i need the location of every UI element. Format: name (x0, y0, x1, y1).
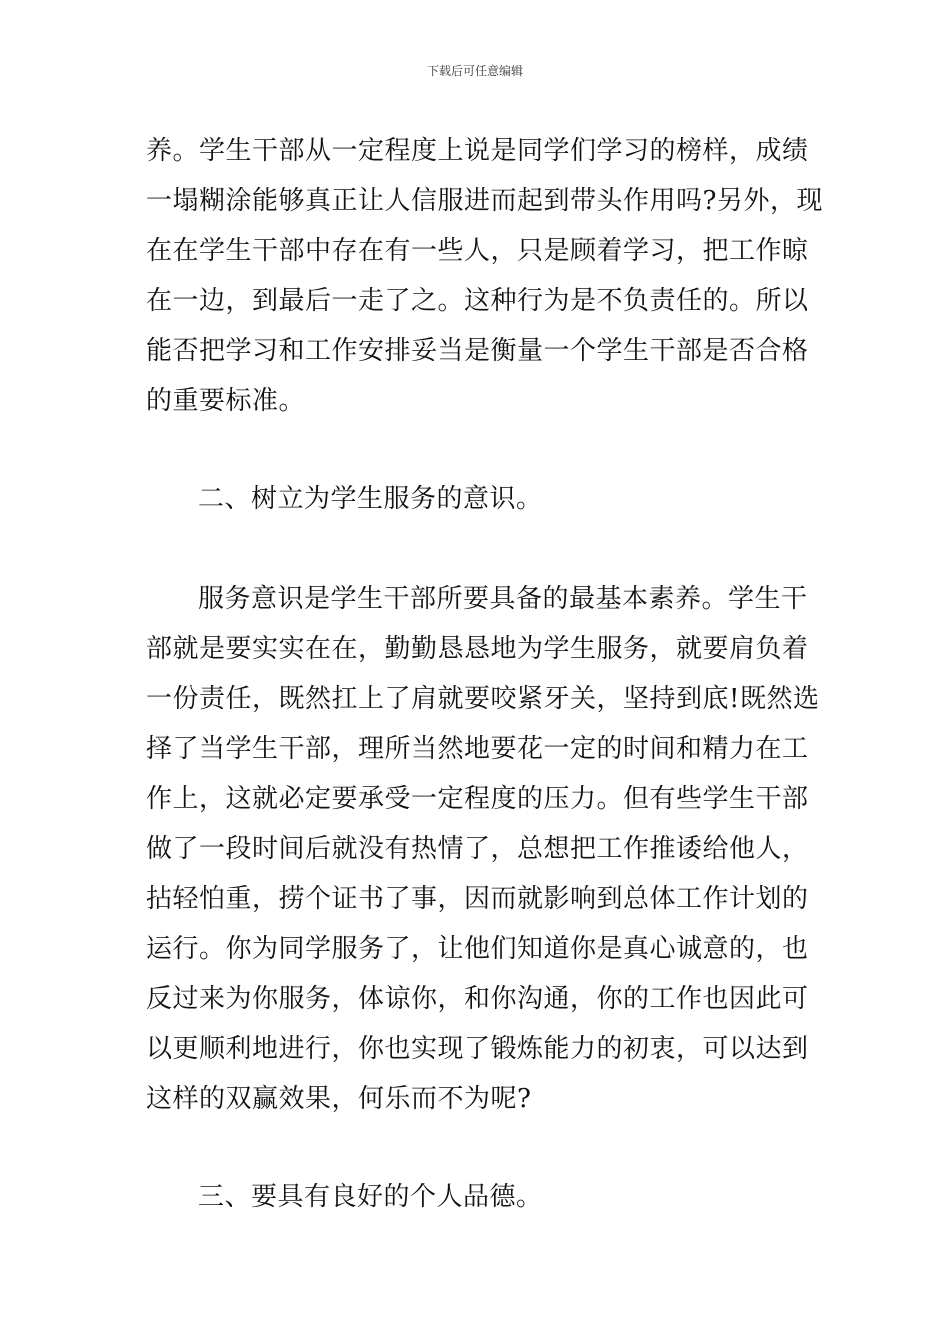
paragraph-2-line: 择了当学生干部，理所当然地要花一定的时间和精力在工 (146, 734, 809, 764)
paragraph-2-line: 运行。你为同学服务了，让他们知道你是真心诚意的，也 (146, 934, 809, 964)
paragraph-2-line: 拈轻怕重，捞个证书了事，因而就影响到总体工作计划的 (146, 884, 809, 914)
paragraph-2-line: 一份责任，既然扛上了肩就要咬紧牙关，坚持到底!既然选 (146, 684, 820, 714)
paragraph-2-line: 做了一段时间后就没有热情了，总想把工作推诿给他人， (146, 834, 809, 864)
paragraph-1-line: 养。学生干部从一定程度上说是同学们学习的榜样，成绩 (146, 136, 809, 166)
section-heading-text: 三、要具有良好的个人品德。 (198, 1182, 543, 1212)
paragraph-1-line: 在在学生干部中存在有一些人，只是顾着学习，把工作晾 (146, 236, 809, 266)
paragraph-1-line: 的重要标准。 (146, 386, 306, 416)
paragraph-2-line: 这样的双赢效果，何乐而不为呢? (146, 1084, 532, 1114)
paragraph-2-line: 作上，这就必定要承受一定程度的压力。但有些学生干部 (146, 784, 809, 814)
paragraph-2-line: 反过来为你服务，体谅你，和你沟通，你的工作也因此可 (146, 984, 809, 1014)
paragraph-2 (146, 574, 820, 1124)
page-header: 下载后可任意编辑 (426, 64, 523, 78)
paragraph-2-line: 服务意识是学生干部所要具备的最基本素养。学生干 (198, 584, 808, 614)
section-heading-2 (146, 474, 806, 524)
section-heading-3 (146, 1172, 806, 1222)
paragraph-2-line: 部就是要实实在在，勤勤恳恳地为学生服务，就要肩负着 (146, 634, 809, 664)
paragraph-1-line: 在一边，到最后一走了之。这种行为是不负责任的。所以 (146, 286, 809, 316)
paragraph-1 (146, 126, 823, 426)
section-heading-text: 二、树立为学生服务的意识。 (198, 484, 543, 514)
paragraph-2-line: 以更顺利地进行，你也实现了锻炼能力的初衷，可以达到 (146, 1034, 809, 1064)
paragraph-1-line: 一塌糊涂能够真正让人信服进而起到带头作用吗?另外，现 (146, 186, 823, 216)
paragraph-1-line: 能否把学习和工作安排妥当是衡量一个学生干部是否合格 (146, 336, 809, 366)
